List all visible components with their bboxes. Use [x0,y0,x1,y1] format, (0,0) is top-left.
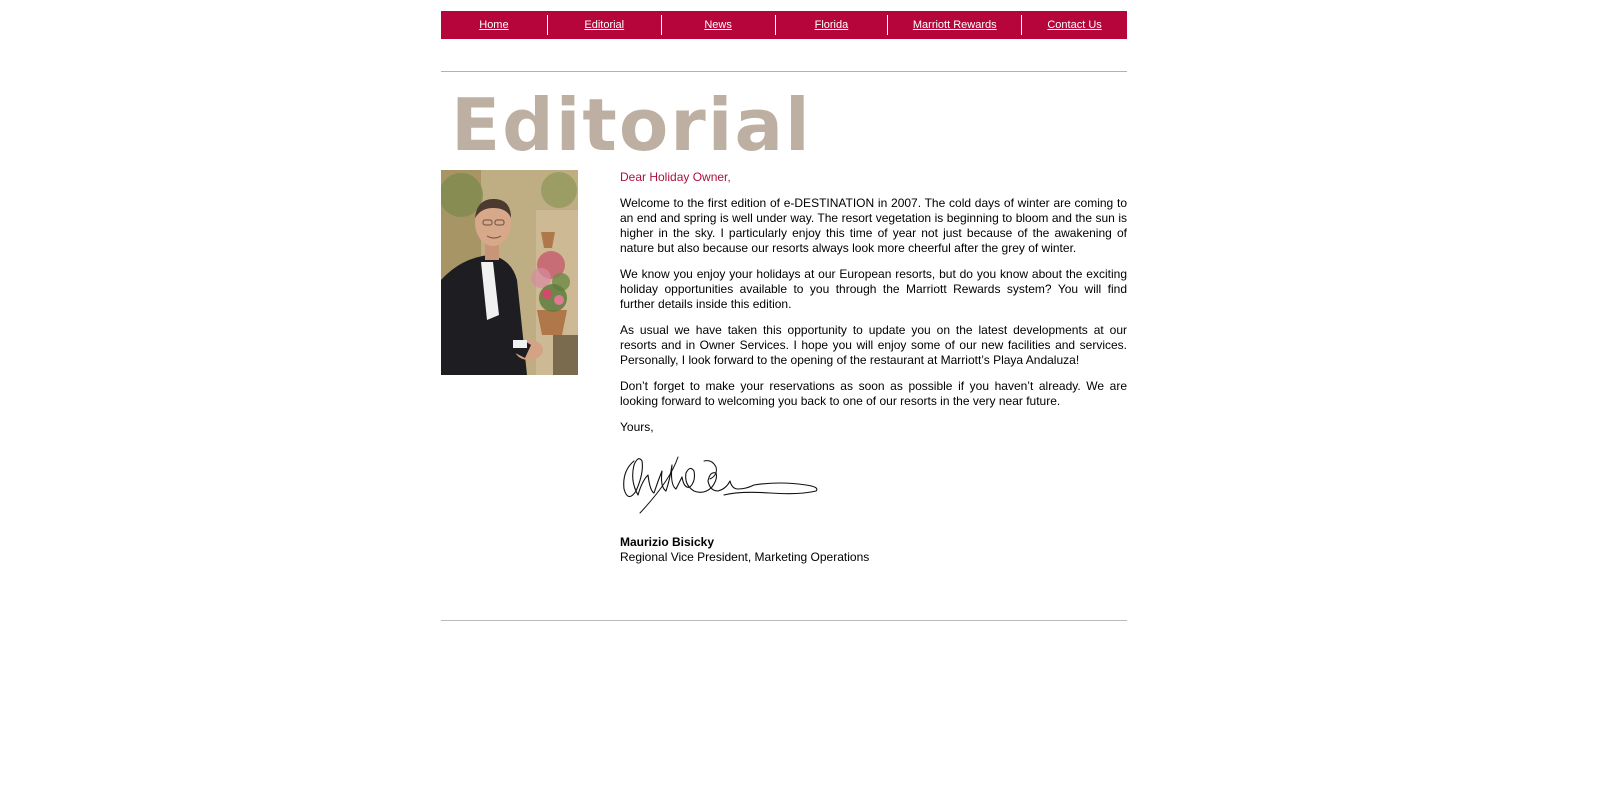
nav-item-news [662,11,775,39]
nav-item-marriott-rewards [888,11,1021,39]
nav-link-marriott-rewards[interactable]: Marriott Rewards [912,19,997,31]
nav-link-news[interactable]: News [704,19,732,31]
nav-link-contact-us[interactable]: Contact Us [1047,19,1102,31]
letter-closing: Yours, [620,420,654,434]
person-photo-icon [441,170,578,375]
page-title: Editorial [451,83,812,167]
letter-greeting: Dear Holiday Owner, [620,170,731,184]
nav-item-contact-us [1022,11,1127,39]
nav-link-editorial[interactable]: Editorial [584,19,625,31]
letter-paragraph: Welcome to the first edition of e-DESTINATION in 2007. The cold days of winter are coming to an end and spring is well under way. The resort vegetation is beginning to bloom and the sun is higher in the sky. I particularly enjoy this time of year not just because of the awakening of nature but also because our resorts always look more cheerful after the grey of winter. [620,196,1127,255]
handwritten-signature-icon [620,451,820,515]
letter-paragraph: We know you enjoy your holidays at our European resorts, but do you know about the exciting holiday opportunities available to you through the Marriott Rewards system? You will find further details inside this edition. [620,267,1127,311]
author-portrait [441,170,578,375]
signer-name: Maurizio Bisicky [620,535,715,549]
nav-item-home [441,11,547,39]
signer-title: Regional Vice President, Marketing Operations [620,550,870,564]
letter-paragraph: As usual we have taken this opportunity to update you on the latest developments at our resorts and in Owner Services. I hope you will enjoy some of our new facilities and services. Personally, I look forward to the opening of the restaurant at Marriott’s Playa Andaluza! [620,323,1127,367]
nav-link-home[interactable]: Home [479,19,509,31]
editorial-letter [620,170,1127,565]
letter-paragraph: Don’t forget to make your reservations as soon as possible if you haven’t already. We are looking forward to welcoming you back to one of our resorts in the very near future. [620,379,1127,408]
divider-bottom [441,620,1127,621]
nav-item-editorial [548,11,661,39]
divider-top [441,71,1127,72]
nav-link-florida[interactable]: Florida [814,19,849,31]
nav-item-florida [776,11,888,39]
top-navigation [441,11,1127,39]
